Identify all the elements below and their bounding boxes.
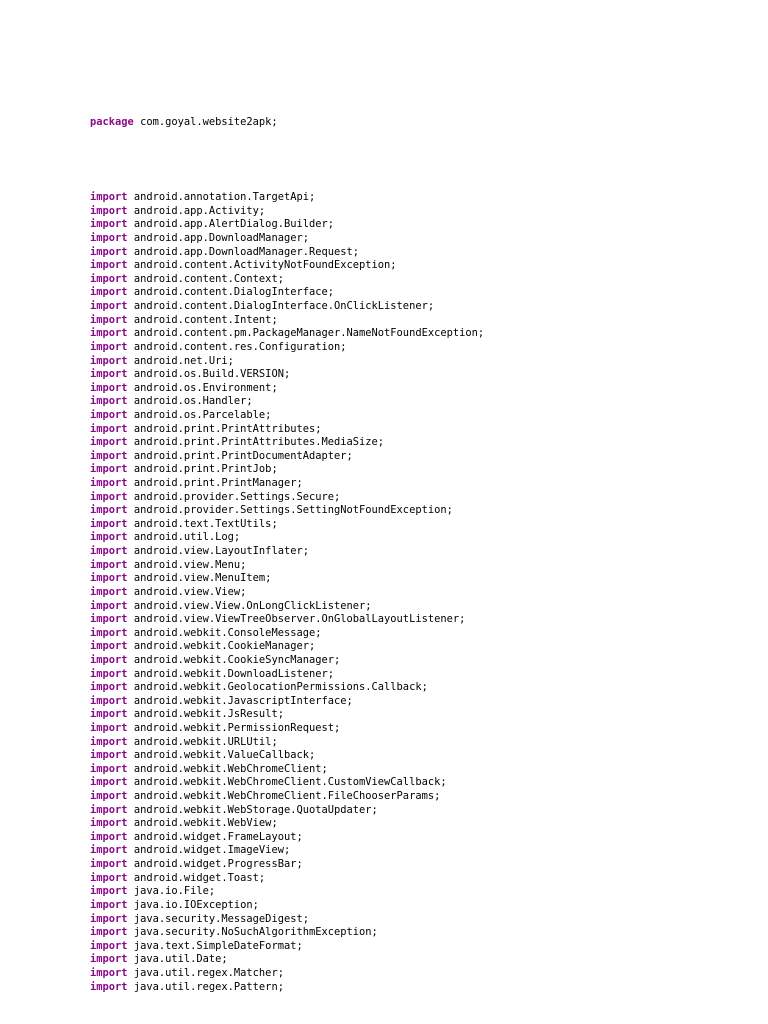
import-keyword: import <box>90 912 128 925</box>
import-keyword: import <box>90 694 128 707</box>
import-keyword: import <box>90 735 128 748</box>
import-path: android.webkit.URLUtil; <box>133 735 278 748</box>
import-path: android.widget.ProgressBar; <box>133 858 303 871</box>
import-statement <box>90 613 750 627</box>
import-keyword: import <box>90 653 128 666</box>
import-statement <box>90 423 750 437</box>
import-keyword: import <box>90 286 128 299</box>
import-keyword: import <box>90 803 128 816</box>
import-keyword: import <box>90 408 128 421</box>
import-path: android.webkit.CookieSyncManager; <box>133 653 341 666</box>
import-statement <box>90 953 750 967</box>
import-path: android.content.DialogInterface; <box>133 286 334 299</box>
import-path: android.webkit.CookieManager; <box>133 640 316 653</box>
import-statement <box>90 831 750 845</box>
import-path: android.provider.Settings.Secure; <box>133 490 341 503</box>
import-path: android.os.Build.VERSION; <box>133 368 291 381</box>
import-path: java.security.MessageDigest; <box>133 912 309 925</box>
import-keyword: import <box>90 463 128 476</box>
import-path: android.content.res.Configuration; <box>133 340 347 353</box>
import-path: android.content.Intent; <box>133 313 278 326</box>
import-statement <box>90 477 750 491</box>
import-path: android.view.LayoutInflater; <box>133 545 309 558</box>
import-path: android.annotation.TargetApi; <box>133 191 316 204</box>
import-path: android.webkit.WebStorage.QuotaUpdater; <box>133 803 378 816</box>
import-statement <box>90 749 750 763</box>
import-keyword: import <box>90 681 128 694</box>
import-path: java.security.NoSuchAlgorithmException; <box>133 926 378 939</box>
import-keyword: import <box>90 898 128 911</box>
import-keyword: import <box>90 626 128 639</box>
import-keyword: import <box>90 327 128 340</box>
import-path: java.io.IOException; <box>133 898 259 911</box>
import-statement <box>90 395 750 409</box>
import-keyword: import <box>90 422 128 435</box>
import-path: android.print.PrintManager; <box>133 477 303 490</box>
import-keyword: import <box>90 558 128 571</box>
import-keyword: import <box>90 762 128 775</box>
import-statement <box>90 286 750 300</box>
import-statement <box>90 436 750 450</box>
import-keyword: import <box>90 871 128 884</box>
import-keyword: import <box>90 844 128 857</box>
import-path: java.util.Date; <box>133 953 228 966</box>
import-path: android.provider.Settings.SettingNotFoundException; <box>133 504 453 517</box>
import-path: android.widget.FrameLayout; <box>133 830 303 843</box>
import-keyword: import <box>90 449 128 462</box>
import-path: android.print.PrintAttributes.MediaSize; <box>133 436 385 449</box>
import-path: android.webkit.JavascriptInterface; <box>133 694 353 707</box>
import-statement <box>90 804 750 818</box>
import-path: android.print.PrintJob; <box>133 463 278 476</box>
import-statement <box>90 858 750 872</box>
import-keyword: import <box>90 721 128 734</box>
import-statement <box>90 218 750 232</box>
import-path: android.widget.ImageView; <box>133 844 291 857</box>
import-keyword: import <box>90 640 128 653</box>
import-keyword: import <box>90 790 128 803</box>
import-path: android.content.DialogInterface.OnClickListener; <box>133 300 435 313</box>
import-statement <box>90 559 750 573</box>
import-keyword: import <box>90 980 128 993</box>
package-name: com.goyal.website2apk; <box>140 116 278 128</box>
import-path: android.webkit.WebChromeClient; <box>133 762 328 775</box>
import-keyword: import <box>90 300 128 313</box>
import-path: android.os.Parcelable; <box>133 408 272 421</box>
import-keyword: import <box>90 272 128 285</box>
import-path: java.util.regex.Pattern; <box>133 980 284 993</box>
import-path: android.webkit.GeolocationPermissions.Callback; <box>133 681 428 694</box>
import-keyword: import <box>90 776 128 789</box>
import-statement <box>90 926 750 940</box>
import-path: android.print.PrintAttributes; <box>133 422 322 435</box>
import-statement <box>90 382 750 396</box>
import-statement <box>90 368 750 382</box>
import-path: java.io.File; <box>133 885 216 898</box>
import-statement <box>90 463 750 477</box>
import-keyword: import <box>90 926 128 939</box>
import-statement <box>90 572 750 586</box>
import-path: android.app.DownloadManager.Request; <box>133 245 360 258</box>
import-statement <box>90 450 750 464</box>
import-statement <box>90 913 750 927</box>
import-keyword: import <box>90 232 128 245</box>
import-list <box>90 191 750 994</box>
import-path: android.webkit.WebView; <box>133 817 278 830</box>
import-path: android.view.MenuItem; <box>133 572 272 585</box>
import-path: android.os.Environment; <box>133 381 278 394</box>
import-path: android.text.TextUtils; <box>133 517 278 530</box>
import-statement <box>90 736 750 750</box>
import-path: android.app.AlertDialog.Builder; <box>133 218 334 231</box>
import-statement <box>90 259 750 273</box>
import-statement <box>90 967 750 981</box>
import-keyword: import <box>90 381 128 394</box>
import-path: android.os.Handler; <box>133 395 253 408</box>
import-keyword: import <box>90 531 128 544</box>
import-statement <box>90 586 750 600</box>
import-path: android.webkit.PermissionRequest; <box>133 721 341 734</box>
import-path: java.text.SimpleDateFormat; <box>133 939 303 952</box>
import-path: android.view.View; <box>133 585 247 598</box>
import-keyword: import <box>90 504 128 517</box>
import-path: android.webkit.ValueCallback; <box>133 749 316 762</box>
import-statement <box>90 844 750 858</box>
import-keyword: import <box>90 667 128 680</box>
import-keyword: import <box>90 490 128 503</box>
import-keyword: import <box>90 191 128 204</box>
import-keyword: import <box>90 477 128 490</box>
import-statement <box>90 790 750 804</box>
import-path: android.content.pm.PackageManager.NameNotFoundException; <box>133 327 485 340</box>
import-statement <box>90 627 750 641</box>
import-path: android.app.Activity; <box>133 204 266 217</box>
import-statement <box>90 885 750 899</box>
import-statement <box>90 504 750 518</box>
import-keyword: import <box>90 354 128 367</box>
import-keyword: import <box>90 830 128 843</box>
import-statement <box>90 327 750 341</box>
import-path: android.print.PrintDocumentAdapter; <box>133 449 353 462</box>
import-statement <box>90 314 750 328</box>
import-statement <box>90 708 750 722</box>
import-keyword: import <box>90 218 128 231</box>
import-path: android.webkit.ConsoleMessage; <box>133 626 322 639</box>
import-statement <box>90 668 750 682</box>
import-statement <box>90 681 750 695</box>
import-path: android.app.DownloadManager; <box>133 232 309 245</box>
package-declaration <box>90 116 750 130</box>
import-statement <box>90 191 750 205</box>
import-path: android.view.ViewTreeObserver.OnGlobalLayoutListener; <box>133 613 466 626</box>
import-path: android.webkit.JsResult; <box>133 708 284 721</box>
import-keyword: import <box>90 545 128 558</box>
import-path: android.webkit.WebChromeClient.FileChooserParams; <box>133 790 441 803</box>
import-keyword: import <box>90 953 128 966</box>
import-path: android.util.Log; <box>133 531 241 544</box>
import-keyword: import <box>90 259 128 272</box>
code-document <box>90 92 750 1006</box>
import-keyword: import <box>90 340 128 353</box>
import-keyword: import <box>90 585 128 598</box>
import-path: android.view.Menu; <box>133 558 247 571</box>
import-keyword: import <box>90 817 128 830</box>
import-statement <box>90 640 750 654</box>
import-path: android.widget.Toast; <box>133 871 266 884</box>
import-statement <box>90 355 750 369</box>
import-keyword: import <box>90 966 128 979</box>
import-path: android.view.View.OnLongClickListener; <box>133 599 372 612</box>
import-keyword: import <box>90 885 128 898</box>
import-statement <box>90 531 750 545</box>
import-keyword: import <box>90 368 128 381</box>
import-path: android.webkit.WebChromeClient.CustomViewCallback; <box>133 776 447 789</box>
import-keyword: import <box>90 436 128 449</box>
import-keyword: import <box>90 245 128 258</box>
blank-line <box>90 154 750 168</box>
import-path: android.content.Context; <box>133 272 284 285</box>
import-keyword: import <box>90 395 128 408</box>
import-path: android.content.ActivityNotFoundException; <box>133 259 397 272</box>
import-statement <box>90 695 750 709</box>
import-path: android.net.Uri; <box>133 354 234 367</box>
import-statement <box>90 545 750 559</box>
import-keyword: import <box>90 572 128 585</box>
import-path: android.webkit.DownloadListener; <box>133 667 334 680</box>
import-keyword: import <box>90 313 128 326</box>
import-statement <box>90 409 750 423</box>
import-statement <box>90 981 750 995</box>
import-statement <box>90 273 750 287</box>
import-keyword: import <box>90 939 128 952</box>
import-statement <box>90 232 750 246</box>
import-statement <box>90 817 750 831</box>
import-statement <box>90 654 750 668</box>
import-statement <box>90 246 750 260</box>
import-statement <box>90 518 750 532</box>
import-statement <box>90 763 750 777</box>
import-statement <box>90 600 750 614</box>
import-statement <box>90 300 750 314</box>
package-keyword: package <box>90 116 134 128</box>
import-statement <box>90 722 750 736</box>
import-statement <box>90 872 750 886</box>
import-statement <box>90 940 750 954</box>
import-keyword: import <box>90 599 128 612</box>
import-keyword: import <box>90 517 128 530</box>
import-keyword: import <box>90 613 128 626</box>
import-statement <box>90 776 750 790</box>
import-statement <box>90 205 750 219</box>
import-keyword: import <box>90 708 128 721</box>
import-keyword: import <box>90 204 128 217</box>
import-keyword: import <box>90 858 128 871</box>
import-statement <box>90 491 750 505</box>
import-statement <box>90 341 750 355</box>
import-keyword: import <box>90 749 128 762</box>
import-path: java.util.regex.Matcher; <box>133 966 284 979</box>
import-statement <box>90 899 750 913</box>
